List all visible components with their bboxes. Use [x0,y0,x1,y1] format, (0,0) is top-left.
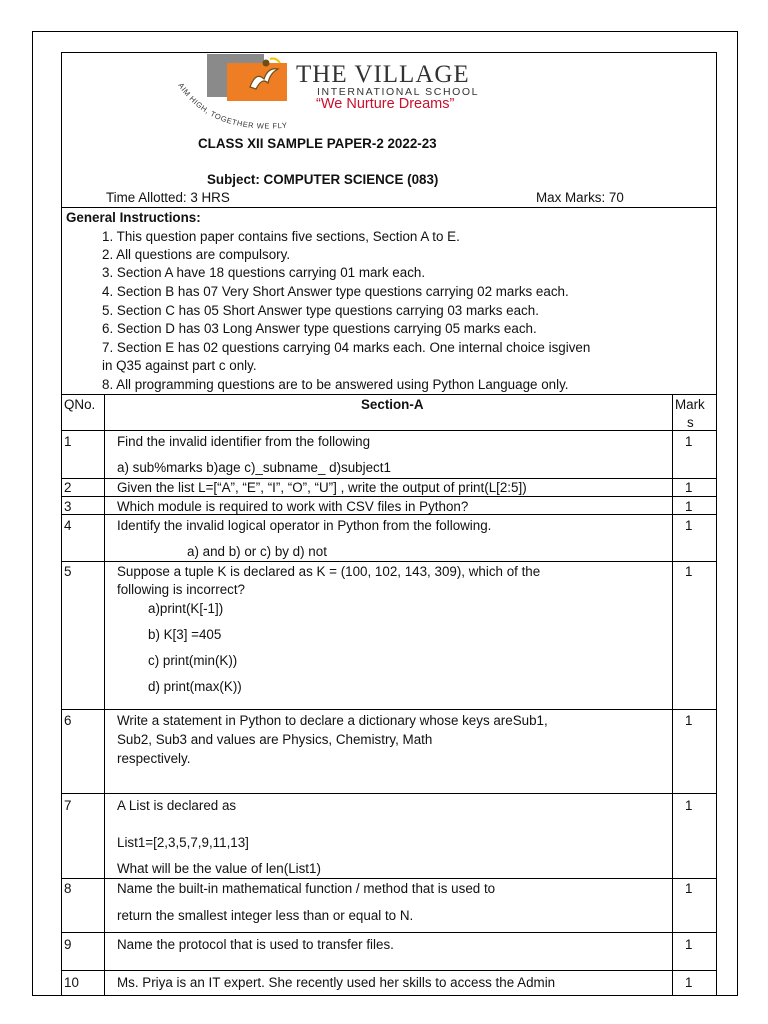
question-text: What will be the value of len(List1) [117,861,321,876]
question-text: Suppose a tuple K is declared as K = (100, 102, 143, 309), which of the [117,564,541,579]
question-number: 1 [64,434,72,449]
time-allotted: Time Allotted: 3 HRS [106,190,230,205]
instruction-item: 7. Section E has 02 questions carrying 04 marks each. One internal choice isgiven [102,340,591,355]
table-row-divider [61,514,717,515]
paper-title: CLASS XII SAMPLE PAPER-2 2022-23 [198,136,437,151]
question-number: 2 [64,480,72,495]
question-marks: 1 [685,434,693,449]
table-col-divider [104,394,105,995]
school-tagline: “We Nurture Dreams” [316,96,455,112]
question-number: 5 [64,564,72,579]
question-option: a)print(K[-1]) [148,601,224,616]
table-row-divider [61,793,717,794]
instruction-item: 1. This question paper contains five sections, Section A to E. [102,229,460,244]
school-motto: AIM HIGH, TOGETHER WE FLY [176,81,288,131]
question-marks: 1 [685,480,693,495]
instruction-item: 6. Section D has 03 Long Answer type questions carrying 05 marks each. [102,321,537,336]
question-marks: 1 [685,798,693,813]
table-row-divider [61,561,717,562]
table-row-divider [61,878,717,879]
question-text: following is incorrect? [117,582,246,597]
question-marks: 1 [685,499,693,514]
question-text: Which module is required to work with CSV files in Python? [117,499,469,514]
question-text: Given the list L=[“A”, “E”, “I”, “O”, “U”] , write the output of print(L[2:5]) [117,480,527,495]
question-option: d) print(max(K)) [148,679,242,694]
instruction-item: 8. All programming questions are to be answered using Python Language only. [102,377,569,392]
question-text: respectively. [117,751,191,766]
question-option: b) K[3] =405 [148,627,222,642]
question-text: return the smallest integer less than or equal to N. [117,908,414,923]
instruction-item: 4. Section B has 07 Very Short Answer type questions carrying 02 marks each. [102,284,569,299]
col-header-marks: Mark [675,397,705,412]
question-number: 9 [64,937,72,952]
col-header-section: Section-A [361,397,424,412]
question-text: Identify the invalid logical operator in Python from the following. [117,518,492,533]
subject-line: Subject: COMPUTER SCIENCE (083) [207,172,439,187]
question-marks: 1 [685,937,693,952]
question-marks: 1 [685,881,693,896]
table-row-divider [61,478,717,479]
school-subname: INTERNATIONAL SCHOOL [317,86,480,98]
question-text: Sub2, Sub3 and values are Physics, Chemistry, Math [117,732,433,747]
table-row-divider [61,394,717,395]
question-text: Find the invalid identifier from the following [117,434,371,449]
question-option: c) print(min(K)) [148,653,238,668]
table-col-divider [672,394,673,995]
table-row-divider [61,932,717,933]
question-marks: 1 [685,518,693,533]
question-number: 4 [64,518,72,533]
question-number: 8 [64,881,72,896]
question-number: 10 [64,975,79,990]
instruction-item: in Q35 against part c only. [102,358,257,373]
instruction-item: 2. All questions are compulsory. [102,247,291,262]
question-text: List1=[2,3,5,7,9,11,13] [117,835,249,850]
table-row-divider [61,970,717,971]
instruction-item: 3. Section A have 18 questions carrying 01 mark each. [102,265,426,280]
instructions-heading: General Instructions: [66,210,201,225]
question-marks: 1 [685,564,693,579]
school-name: THE VILLAGE [296,61,470,88]
question-text: Ms. Priya is an IT expert. She recently used her skills to access the Admin [117,975,556,990]
question-number: 6 [64,713,72,728]
question-options: a) sub%marks b)age c)_subname_ d)subject1 [117,460,391,475]
col-header-marks-wrap: s [687,415,694,430]
question-number: 3 [64,499,72,514]
question-text: Name the protocol that is used to transfer files. [117,937,394,952]
question-number: 7 [64,798,72,813]
table-row-divider [61,709,717,710]
question-options: a) and b) or c) by d) not [187,544,327,559]
question-marks: 1 [685,713,693,728]
question-text: Write a statement in Python to declare a dictionary whose keys areSub1, [117,713,548,728]
header-divider [61,207,717,208]
question-text: Name the built-in mathematical function / method that is used to [117,881,496,896]
question-marks: 1 [685,975,693,990]
max-marks: Max Marks: 70 [536,190,624,205]
table-row-divider [61,430,717,431]
table-row-divider [61,496,717,497]
instruction-item: 5. Section C has 05 Short Answer type questions carrying 03 marks each. [102,303,539,318]
col-header-qno: QNo. [64,397,96,412]
svg-text:AIM HIGH, TOGETHER WE FLY [176,81,288,130]
question-text: A List is declared as [117,798,237,813]
school-logo [176,51,520,146]
